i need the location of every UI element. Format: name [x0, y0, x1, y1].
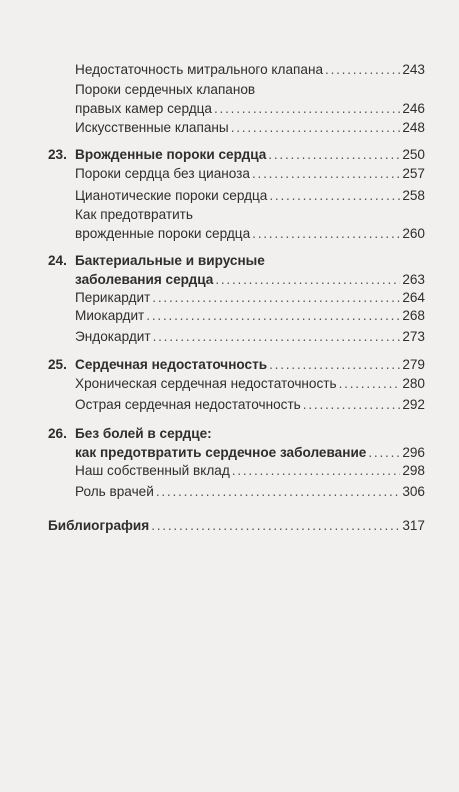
- toc-entry: [75, 80, 425, 118]
- toc-page-number: 317: [402, 518, 425, 533]
- toc-page-number: 248: [402, 120, 425, 135]
- leader-dots: [232, 461, 401, 480]
- toc-page-number: 264: [402, 290, 425, 305]
- leader-dots: [339, 374, 401, 393]
- chapter-number: 25.: [48, 357, 67, 372]
- toc-entry-title: правых камер сердца: [75, 101, 212, 116]
- chapter-title: заболевания сердца: [75, 272, 214, 287]
- toc-entry-title-line1: Пороки сердечных клапанов: [75, 82, 256, 97]
- toc-entry: [75, 482, 425, 501]
- leader-dots: [303, 395, 401, 414]
- leader-dots: [156, 482, 401, 501]
- toc-entry: [75, 461, 425, 480]
- toc-page-number: 263: [402, 272, 425, 287]
- leader-dots: [153, 327, 401, 346]
- chapter-number: 24.: [48, 253, 67, 268]
- chapter-title: Врожденные пороки сердца: [75, 147, 267, 162]
- toc-page-number: 279: [402, 357, 425, 372]
- toc-chapter: [48, 145, 425, 164]
- toc-page-number: 258: [402, 188, 425, 203]
- leader-dots: [215, 270, 400, 289]
- toc-page-number: 250: [402, 147, 425, 162]
- leader-dots: [146, 306, 400, 325]
- toc-entry: [75, 327, 425, 346]
- toc-entry-title: Хроническая сердечная недостаточность: [75, 376, 337, 391]
- toc-entry-title: врожденные пороки сердца: [75, 226, 251, 241]
- toc-entry: [75, 288, 425, 307]
- toc-page-number: 243: [402, 62, 425, 77]
- toc-page-number: 273: [402, 329, 425, 344]
- leader-dots: [252, 224, 400, 243]
- toc-entry: [75, 60, 425, 79]
- leader-dots: [152, 288, 400, 307]
- leader-dots: [269, 186, 400, 205]
- toc-page-number: 306: [402, 484, 425, 499]
- toc-entry-title: Миокардит: [75, 308, 145, 323]
- leader-dots: [325, 60, 400, 79]
- toc-entry-title: Роль врачей: [75, 484, 154, 499]
- toc-entry: [75, 186, 425, 205]
- toc-page-number: 298: [402, 463, 425, 478]
- chapter-title-line1: Бактериальные и вирусные: [75, 253, 265, 268]
- toc-entry: [75, 164, 425, 183]
- leader-dots: [214, 99, 400, 118]
- toc-entry-title: Цианотические пороки сердца: [75, 188, 268, 203]
- leader-dots: [151, 516, 400, 535]
- toc-page-number: 246: [402, 101, 425, 116]
- toc-entry: [75, 205, 425, 243]
- toc-entry-title: Эндокардит: [75, 329, 151, 344]
- leader-dots: [368, 443, 400, 462]
- toc-page-number: 257: [402, 166, 425, 181]
- toc-entry: [75, 306, 425, 325]
- chapter-number: 26.: [48, 426, 67, 441]
- toc-entry-title-line1: Как предотвратить: [75, 207, 193, 222]
- toc-entry-title: Перикардит: [75, 290, 151, 305]
- leader-dots: [269, 355, 400, 374]
- toc-page-number: 268: [402, 308, 425, 323]
- leader-dots: [268, 145, 400, 164]
- chapter-title-line1: Без болей в сердце:: [75, 426, 212, 441]
- toc-entry-title: Искусственные клапаны: [75, 120, 229, 135]
- chapter-title: как предотвратить сердечное заболевание: [75, 445, 367, 460]
- toc-entry-title: Острая сердечная недостаточность: [75, 397, 301, 412]
- toc-page-number: 260: [402, 226, 425, 241]
- toc-entry-title: Пороки сердца без цианоза: [75, 166, 250, 181]
- chapter-title: Сердечная недостаточность: [75, 357, 268, 372]
- chapter-title: Библиография: [48, 518, 150, 533]
- toc-chapter: [48, 424, 425, 462]
- toc-page-number: 280: [402, 376, 425, 391]
- toc-entry-title: Недостаточность митрального клапана: [75, 62, 324, 77]
- toc-chapter: [48, 355, 425, 374]
- leader-dots: [231, 118, 401, 137]
- toc-page-number: 296: [402, 445, 425, 460]
- toc-entry: [75, 395, 425, 414]
- leader-dots: [252, 164, 400, 183]
- toc-entry-title: Наш собственный вклад: [75, 463, 230, 478]
- toc-chapter: [48, 251, 425, 289]
- chapter-number: 23.: [48, 147, 67, 162]
- toc-entry: [75, 118, 425, 137]
- toc-page-number: 292: [402, 397, 425, 412]
- toc-entry: [75, 374, 425, 393]
- toc-chapter: [48, 516, 425, 535]
